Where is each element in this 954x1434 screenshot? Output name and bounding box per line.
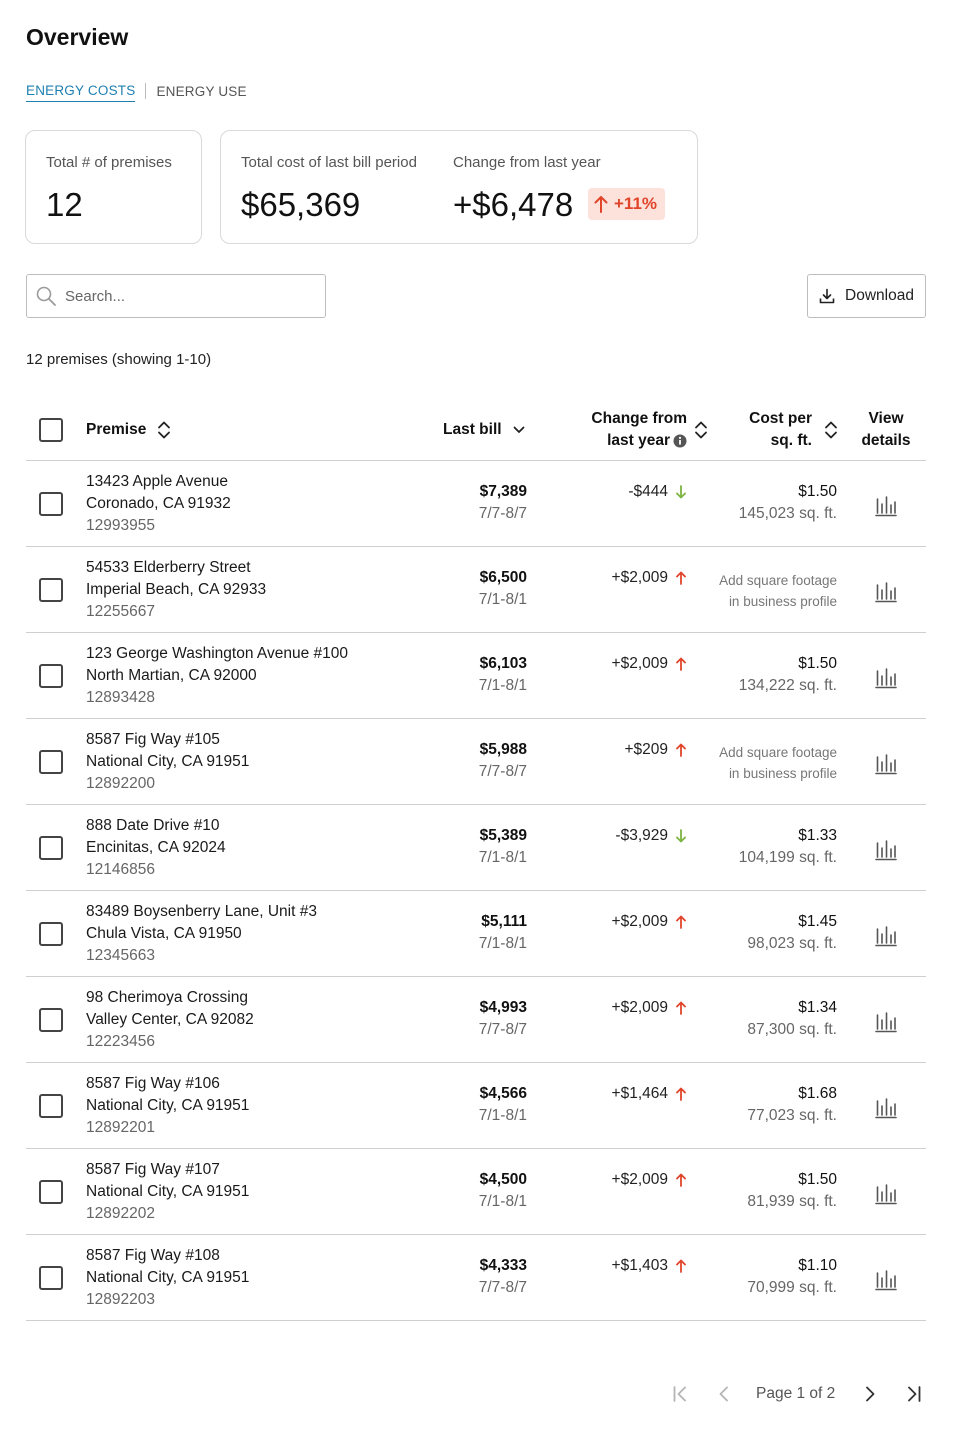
premise-city: North Martian, CA 92000 bbox=[86, 667, 257, 684]
premise-header-label: Premise bbox=[86, 421, 147, 438]
bar-chart-icon[interactable] bbox=[874, 751, 898, 775]
change-cell bbox=[615, 825, 686, 847]
change-cell bbox=[612, 911, 686, 933]
premise-id: 12993955 bbox=[86, 517, 155, 534]
square-footage: 77,023 sq. ft. bbox=[747, 1107, 837, 1124]
tab-divider bbox=[145, 83, 146, 99]
change-value: +$6,478 bbox=[453, 186, 574, 223]
change-label: Change from last year bbox=[453, 154, 601, 171]
row-checkbox[interactable] bbox=[39, 492, 63, 516]
cost-note-line2: in business profile bbox=[728, 594, 837, 609]
premise-city: Coronado, CA 91932 bbox=[86, 495, 231, 512]
bar-chart-icon[interactable] bbox=[874, 665, 898, 689]
square-footage: 98,023 sq. ft. bbox=[747, 935, 837, 952]
bar-chart-icon[interactable] bbox=[874, 837, 898, 861]
cost-cell bbox=[747, 1255, 837, 1299]
previous-page-icon[interactable] bbox=[714, 1384, 734, 1404]
table-row bbox=[26, 977, 926, 1063]
cost-cell bbox=[739, 481, 837, 525]
page-indicator: Page 1 of 2 bbox=[756, 1385, 836, 1402]
premise-city: National City, CA 91951 bbox=[86, 1097, 250, 1114]
cost-cell bbox=[747, 1083, 837, 1127]
last-bill-cell bbox=[479, 825, 527, 869]
cost-note-line2: in business profile bbox=[728, 766, 837, 781]
change-amount: +$1,464 bbox=[611, 1085, 668, 1102]
cost-note-line1: Add square footage bbox=[719, 745, 837, 760]
arrow-up-icon bbox=[676, 915, 686, 929]
square-footage: 104,199 sq. ft. bbox=[738, 849, 837, 866]
cost-per-sqft: $1.34 bbox=[798, 999, 837, 1016]
row-checkbox[interactable] bbox=[39, 1266, 63, 1290]
row-checkbox[interactable] bbox=[39, 664, 63, 688]
change-header-line2-wrap bbox=[607, 430, 687, 452]
table-row bbox=[26, 891, 926, 977]
last-page-icon[interactable] bbox=[904, 1384, 924, 1404]
premise-address bbox=[86, 987, 254, 1053]
premise-address bbox=[86, 1073, 249, 1139]
premise-city: Encinitas, CA 92024 bbox=[86, 839, 226, 856]
table-row bbox=[26, 461, 926, 547]
cost-cell bbox=[747, 911, 837, 955]
premise-id: 12255667 bbox=[86, 603, 155, 620]
tabs bbox=[26, 83, 247, 102]
premise-address bbox=[86, 1159, 249, 1225]
cost-cell bbox=[739, 653, 837, 697]
cost-note-line1: Add square footage bbox=[719, 573, 837, 588]
table-header bbox=[26, 400, 926, 461]
arrow-down-icon bbox=[676, 485, 686, 499]
premise-address bbox=[86, 1245, 249, 1311]
premise-street: 888 Date Drive #10 bbox=[86, 817, 220, 834]
row-checkbox[interactable] bbox=[39, 1094, 63, 1118]
total-cost-value: $65,369 bbox=[241, 186, 361, 223]
cost-card bbox=[220, 130, 698, 244]
premises-value: 12 bbox=[46, 186, 83, 223]
bill-period: 7/1-8/1 bbox=[478, 935, 527, 952]
premise-address bbox=[86, 729, 249, 795]
row-checkbox[interactable] bbox=[39, 750, 63, 774]
sort-icon bbox=[824, 421, 838, 439]
premise-id: 12893428 bbox=[86, 689, 155, 706]
premise-city: National City, CA 91951 bbox=[86, 753, 250, 770]
premise-street: 8587 Fig Way #105 bbox=[86, 731, 220, 748]
bar-chart-icon[interactable] bbox=[874, 493, 898, 517]
bill-amount: $4,993 bbox=[479, 999, 527, 1016]
cost-per-sqft: $1.50 bbox=[798, 483, 837, 500]
change-amount: +$2,009 bbox=[611, 569, 668, 586]
premise-address bbox=[86, 815, 226, 881]
row-checkbox[interactable] bbox=[39, 578, 63, 602]
premises-card bbox=[25, 130, 202, 244]
view-header-line2: details bbox=[861, 432, 911, 449]
bill-amount: $6,103 bbox=[479, 655, 527, 672]
arrow-up-icon bbox=[676, 1173, 686, 1187]
change-amount: +$2,009 bbox=[611, 999, 668, 1016]
row-checkbox[interactable] bbox=[39, 1008, 63, 1032]
premise-street: 8587 Fig Way #108 bbox=[86, 1247, 220, 1264]
first-page-icon[interactable] bbox=[670, 1384, 690, 1404]
bill-amount: $4,333 bbox=[479, 1257, 527, 1274]
search-icon bbox=[35, 285, 57, 307]
bill-period: 7/7-8/7 bbox=[478, 763, 527, 780]
page-title: Overview bbox=[26, 24, 129, 50]
bill-period: 7/1-8/1 bbox=[478, 1107, 527, 1124]
premise-street: 8587 Fig Way #107 bbox=[86, 1161, 220, 1178]
search-input[interactable] bbox=[65, 288, 305, 305]
download-button[interactable] bbox=[807, 274, 926, 318]
square-footage: 145,023 sq. ft. bbox=[738, 505, 837, 522]
bill-period: 7/7-8/7 bbox=[478, 1021, 527, 1038]
next-page-icon[interactable] bbox=[860, 1384, 880, 1404]
change-cell bbox=[612, 997, 686, 1019]
last-bill-cell bbox=[479, 567, 527, 611]
last-bill-cell bbox=[479, 1083, 527, 1127]
premise-street: 54533 Elderberry Street bbox=[86, 559, 251, 576]
last-bill-cell bbox=[479, 481, 527, 525]
table-row bbox=[26, 1063, 926, 1149]
bill-amount: $4,500 bbox=[479, 1171, 527, 1188]
premise-id: 12892203 bbox=[86, 1291, 155, 1308]
change-header-line1: Change from bbox=[591, 410, 687, 427]
bill-amount: $5,111 bbox=[481, 913, 527, 930]
premise-id: 12345663 bbox=[86, 947, 155, 964]
square-footage: 134,222 sq. ft. bbox=[738, 677, 837, 694]
search-box[interactable] bbox=[26, 274, 326, 318]
premise-city: Valley Center, CA 92082 bbox=[86, 1011, 254, 1028]
table-row bbox=[26, 805, 926, 891]
change-cell bbox=[628, 481, 686, 503]
table-row bbox=[26, 1235, 926, 1321]
premise-city: Imperial Beach, CA 92933 bbox=[86, 581, 267, 598]
sort-icon bbox=[157, 421, 171, 439]
change-header-line2: last year bbox=[607, 432, 670, 449]
premise-street: 8587 Fig Way #106 bbox=[86, 1075, 220, 1092]
change-amount: +$2,009 bbox=[611, 655, 668, 672]
last-bill-cell bbox=[479, 997, 527, 1041]
change-badge bbox=[588, 188, 665, 220]
change-cell bbox=[612, 1255, 686, 1277]
last-bill-cell bbox=[479, 1255, 527, 1299]
bill-period: 7/7-8/7 bbox=[478, 1279, 527, 1296]
premise-street: 83489 Boysenberry Lane, Unit #3 bbox=[86, 903, 317, 920]
premise-header[interactable] bbox=[86, 419, 171, 441]
total-cost-label: Total cost of last bill period bbox=[241, 154, 417, 171]
last-bill-cell bbox=[479, 1169, 527, 1213]
bill-period: 7/1-8/1 bbox=[478, 1193, 527, 1210]
arrow-up-icon bbox=[676, 1087, 686, 1101]
bar-chart-icon[interactable] bbox=[874, 923, 898, 947]
cost-per-sqft: $1.50 bbox=[798, 655, 837, 672]
table-row bbox=[26, 719, 926, 805]
row-checkbox[interactable] bbox=[39, 922, 63, 946]
download-label: Download bbox=[845, 287, 914, 304]
cost-per-sqft: $1.10 bbox=[798, 1257, 837, 1274]
change-cell bbox=[612, 653, 686, 675]
last-bill-header[interactable] bbox=[443, 419, 525, 441]
premise-street: 123 George Washington Avenue #100 bbox=[86, 645, 348, 662]
premise-street: 98 Cherimoya Crossing bbox=[86, 989, 248, 1006]
arrow-up-icon bbox=[676, 1001, 686, 1015]
change-amount: +$1,403 bbox=[611, 1257, 668, 1274]
bar-chart-icon[interactable] bbox=[874, 1181, 898, 1205]
square-footage: 70,999 sq. ft. bbox=[747, 1279, 837, 1296]
table-row bbox=[26, 633, 926, 719]
bill-amount: $4,566 bbox=[479, 1085, 527, 1102]
bar-chart-icon[interactable] bbox=[874, 1095, 898, 1119]
premise-id: 12223456 bbox=[86, 1033, 155, 1050]
arrow-up-icon bbox=[676, 571, 686, 585]
premise-address bbox=[86, 557, 266, 623]
bill-period: 7/1-8/1 bbox=[478, 677, 527, 694]
cost-header-line1: Cost per bbox=[749, 410, 812, 427]
view-details-header bbox=[852, 408, 920, 452]
table-row bbox=[26, 1149, 926, 1235]
row-checkbox[interactable] bbox=[39, 1180, 63, 1204]
premise-address bbox=[86, 643, 348, 709]
table-row bbox=[26, 547, 926, 633]
info-icon[interactable] bbox=[673, 434, 687, 448]
last-bill-cell bbox=[479, 739, 527, 783]
change-cell bbox=[612, 567, 686, 589]
premise-address bbox=[86, 901, 317, 967]
premise-id: 12892201 bbox=[86, 1119, 155, 1136]
change-amount: +$2,009 bbox=[611, 1171, 668, 1188]
cost-per-sqft: $1.33 bbox=[798, 827, 837, 844]
cost-header-line2: sq. ft. bbox=[770, 432, 812, 449]
arrow-up-icon bbox=[676, 1259, 686, 1273]
bill-amount: $5,988 bbox=[479, 741, 527, 758]
arrow-up-icon bbox=[676, 657, 686, 671]
change-amount: -$444 bbox=[628, 483, 668, 500]
tab-energy-use[interactable]: ENERGY USE bbox=[156, 83, 247, 99]
last-bill-header-label: Last bill bbox=[443, 421, 502, 438]
bill-period: 7/1-8/1 bbox=[478, 591, 527, 608]
cost-note bbox=[719, 742, 837, 784]
download-icon bbox=[819, 288, 835, 304]
change-amount: +$209 bbox=[624, 741, 668, 758]
premise-id: 12892202 bbox=[86, 1205, 155, 1222]
bill-amount: $7,389 bbox=[479, 483, 527, 500]
cost-per-sqft: $1.68 bbox=[798, 1085, 837, 1102]
row-checkbox[interactable] bbox=[39, 836, 63, 860]
cost-per-sqft: $1.45 bbox=[798, 913, 837, 930]
cost-cell bbox=[747, 1169, 837, 1213]
cost-note bbox=[719, 570, 837, 612]
premises-table bbox=[26, 400, 926, 1321]
bill-period: 7/1-8/1 bbox=[478, 849, 527, 866]
premise-city: National City, CA 91951 bbox=[86, 1183, 250, 1200]
change-cell bbox=[624, 739, 686, 761]
cost-cell bbox=[747, 997, 837, 1041]
last-bill-cell bbox=[479, 911, 527, 955]
chevron-down-icon bbox=[513, 426, 525, 434]
bill-amount: $5,389 bbox=[479, 827, 527, 844]
cost-per-sqft: $1.50 bbox=[798, 1171, 837, 1188]
premises-label: Total # of premises bbox=[46, 154, 172, 171]
premise-id: 12146856 bbox=[86, 861, 155, 878]
premise-street: 13423 Apple Avenue bbox=[86, 473, 228, 490]
view-header-line1: View bbox=[868, 410, 904, 427]
square-footage: 87,300 sq. ft. bbox=[747, 1021, 837, 1038]
change-amount: -$3,929 bbox=[615, 827, 668, 844]
pagination bbox=[0, 1380, 954, 1408]
arrow-down-icon bbox=[676, 829, 686, 843]
table-body bbox=[26, 461, 926, 1321]
tab-energy-costs[interactable]: ENERGY COSTS bbox=[26, 83, 135, 102]
square-footage: 81,939 sq. ft. bbox=[747, 1193, 837, 1210]
premise-city: Chula Vista, CA 91950 bbox=[86, 925, 242, 942]
change-cell bbox=[612, 1169, 686, 1191]
results-count: 12 premises (showing 1-10) bbox=[26, 351, 212, 368]
bar-chart-icon[interactable] bbox=[874, 579, 898, 603]
premise-address bbox=[86, 471, 231, 537]
change-amount: +$2,009 bbox=[611, 913, 668, 930]
arrow-up-icon bbox=[676, 743, 686, 757]
select-all-checkbox[interactable] bbox=[39, 418, 63, 442]
premise-id: 12892200 bbox=[86, 775, 155, 792]
cost-cell bbox=[739, 825, 837, 869]
bill-period: 7/7-8/7 bbox=[478, 505, 527, 522]
change-cell bbox=[612, 1083, 686, 1105]
arrow-up-icon bbox=[594, 195, 608, 213]
sort-icon bbox=[694, 421, 708, 439]
last-bill-cell bbox=[479, 653, 527, 697]
bar-chart-icon[interactable] bbox=[874, 1009, 898, 1033]
change-badge-text: +11% bbox=[614, 194, 658, 213]
premise-city: National City, CA 91951 bbox=[86, 1269, 250, 1286]
bill-amount: $6,500 bbox=[479, 569, 527, 586]
bar-chart-icon[interactable] bbox=[874, 1267, 898, 1291]
